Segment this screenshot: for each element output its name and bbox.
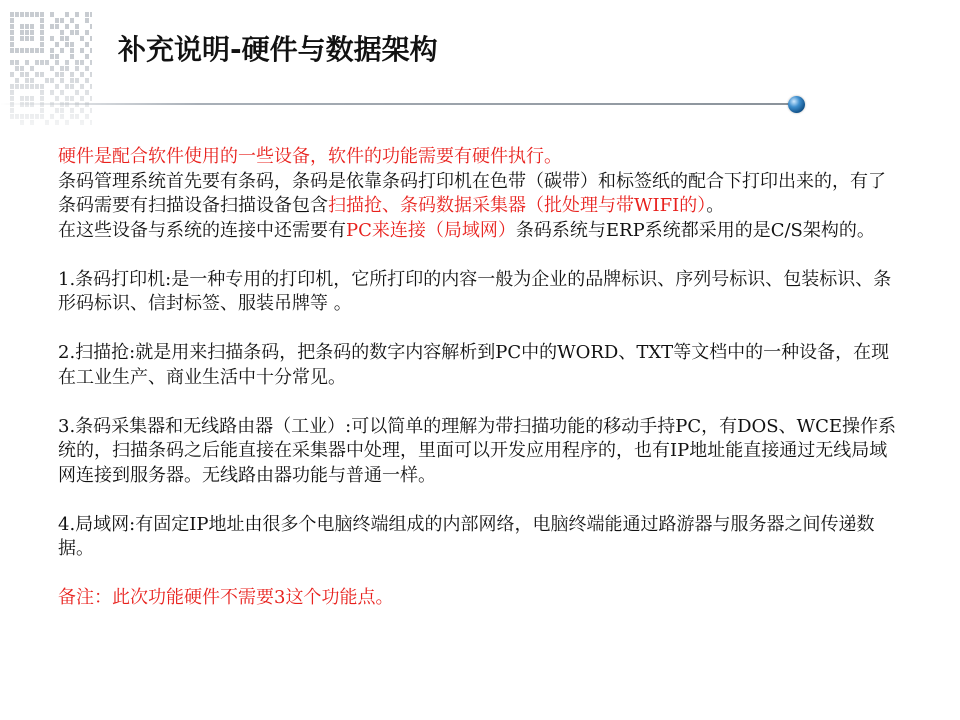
connection-highlight: PC来连接（局域网） [346,219,516,241]
devices-highlight: 扫描抢、条码数据采集器（批处理与带WIFI的） [328,195,707,216]
item-collector: 3.条码采集器和无线路由器（工业）:可以简单的理解为带扫描功能的移动手持PC，有DOS、WCE操作系统的，扫描条码之后能直接在采集器中处理，里面可以开发应用程序的，也有IP地址能直接通过无线局域网连接到服务器。无线路由器功能与普通一样。 [58,415,897,486]
intro-paragraph-connection [58,219,898,244]
intro-line [58,145,898,170]
slide-title: 补充说明-硬件与数据架构 [118,33,438,66]
intro-text: 条码管理系统首先要有条码，条码是依靠条码打印机在色带（碳带）和标签纸的配合下打印出来的，有了条码需要有扫描设备扫描设备包含 [58,170,886,216]
intro-highlight: 硬件是配合软件使用的一些设备，软件的功能需要有硬件执行。 [58,146,562,167]
qr-code-icon [10,12,92,132]
intro-text: 。 [706,195,725,216]
title-divider [0,103,794,105]
intro-text: 条码系统与ERP系统都采用的是C/S架构的。 [515,219,875,241]
item-scanner: 2.扫描抢:就是用来扫描条码，把条码的数字内容解析到PC中的WORD、TXT等文档中的一种设备，在现在工业生产、商业生活中十分常见。 [58,342,890,388]
slide-body [58,145,898,611]
sphere-dot-icon [788,96,805,113]
item-printer: 1.条码打印机:是一种专用的打印机，它所打印的内容一般为企业的品牌标识、序列号标识、包装标识、条形码标识、信封标签、服装吊牌等 。 [58,268,892,314]
intro-paragraph-devices [58,170,898,219]
footnote: 备注：此次功能硬件不需要3这个功能点。 [58,587,394,608]
intro-text: 在这些设备与系统的连接中还需要有 [58,219,346,241]
item-lan: 4.局域网:有固定IP地址由很多个电脑终端组成的内部网络，电脑终端能通过路游器与服务器之间传递数据。 [58,513,875,559]
